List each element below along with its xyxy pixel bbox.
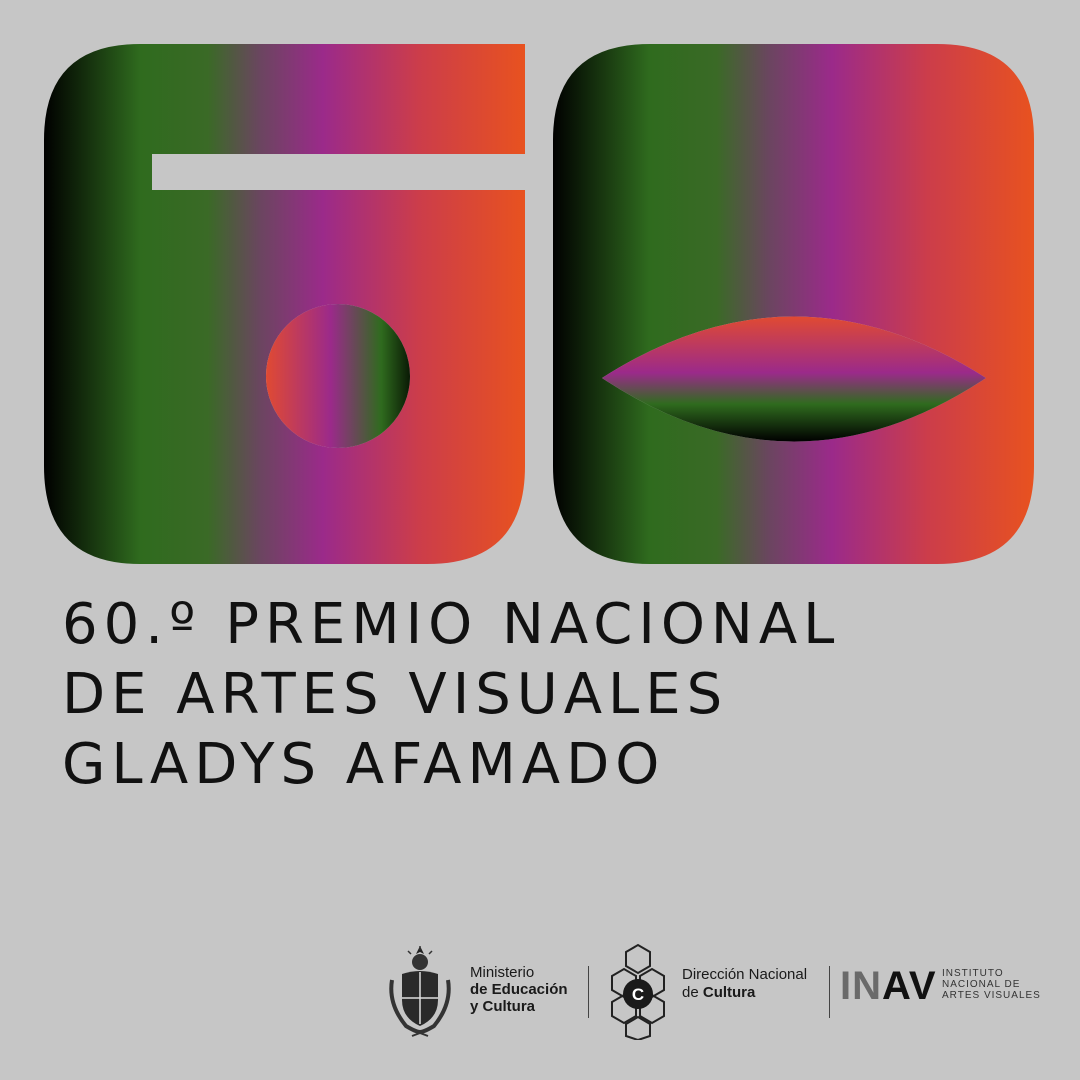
dnc-logo-text <box>682 966 807 1002</box>
page-title <box>62 590 1062 800</box>
cultura-hexagon-icon <box>600 940 676 1040</box>
inav-sub-1: INSTITUTO <box>942 968 1004 979</box>
title-line-2: DE ARTES VISUALES <box>62 662 729 727</box>
mec-line-1: Ministerio <box>470 964 535 981</box>
inav-sub-3: ARTES VISUALES <box>942 990 1041 1001</box>
inav-mark-in: IN <box>840 964 882 1008</box>
title-line-1: 60.º PREMIO NACIONAL <box>62 592 841 657</box>
inav-logo-subtitle <box>942 968 1041 1001</box>
cultura-mark-letter: C <box>631 985 645 1004</box>
inav-mark-av: AV <box>882 964 937 1008</box>
mec-line-2: de Educación <box>470 981 568 998</box>
inav-logo-mark <box>840 964 937 1008</box>
mec-line-3: y Cultura <box>470 998 536 1015</box>
digit-zero <box>553 44 1034 564</box>
dnc-line-1: Dirección Nacional <box>682 966 808 983</box>
logo-divider-2 <box>829 966 830 1018</box>
digit-six <box>44 44 525 564</box>
dnc-line-2-prefix: de <box>682 984 703 1001</box>
mec-logo-text <box>470 964 568 1015</box>
uruguay-coat-of-arms-icon <box>380 940 460 1040</box>
inav-sub-2: NACIONAL DE <box>942 979 1021 990</box>
dnc-line-2-bold: Cultura <box>702 984 756 1001</box>
six-inner-circle <box>266 304 410 448</box>
logo-divider-1 <box>588 966 589 1018</box>
title-line-3: GLADYS AFAMADO <box>62 732 666 797</box>
sponsor-logos <box>380 940 1060 1040</box>
